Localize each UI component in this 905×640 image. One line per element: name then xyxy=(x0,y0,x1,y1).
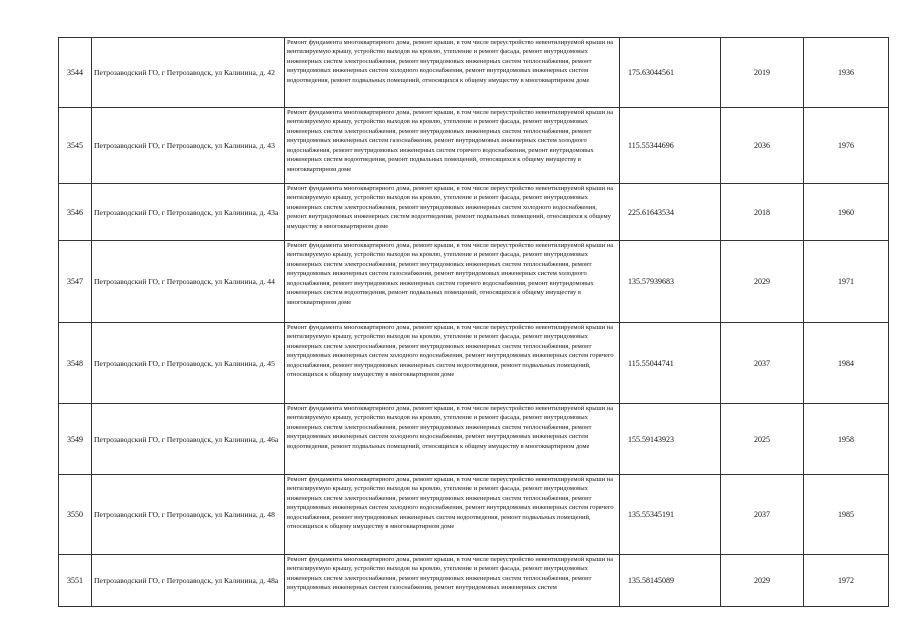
works-cell xyxy=(285,241,620,323)
repair-year-cell: 2029 xyxy=(721,555,804,607)
repair-schedule-table xyxy=(58,37,889,607)
built-year-cell: 1936 xyxy=(804,38,889,108)
works-text: Ремонт фундамента многоквартирного дома, ремонт крыши, в том числе переустройство невентилируемой крыши на вентилируемую крышу, устройство выходов на кровлю, утепление и ремонт фасада, ремонт внутридомовых инженерных систем электроснабжения, ремонт внутридомовых инженерных систем теплоснабжения, ремонт внутридомовых инженерных систем холодного водоснабжения, ремонт внутридомовых инженерных систем водоотведения, ремонт подвальных помещений, относящихся к общему имуществу в многоквартирном доме xyxy=(287,405,614,450)
address-cell: Петрозаводский ГО, г Петрозаводск, ул Калинина, д. 44 xyxy=(92,241,285,323)
row-number: 3545 xyxy=(59,108,92,184)
address-cell: Петрозаводский ГО, г Петрозаводск, ул Калинина, д. 46а xyxy=(92,404,285,475)
works-text: Ремонт фундамента многоквартирного дома, ремонт крыши, в том числе переустройство невентилируемой крыши на вентилируемую крышу, устройство выходов на кровлю, утепление и ремонт фасада, ремонт внутридомовых инженерных систем электроснабжения, ремонт внутридомовых инженерных систем холодного водоснабжения, ремонт внутридомовых инженерных систем водоотведения, ремонт подвальных помещений, относящихся к общему имуществу в многоквартирном доме xyxy=(287,185,614,230)
repair-year-cell: 2019 xyxy=(721,38,804,108)
works-cell xyxy=(285,475,620,555)
table-row xyxy=(59,108,889,184)
repair-year-cell: 2037 xyxy=(721,323,804,404)
works-cell xyxy=(285,555,620,607)
built-year-cell: 1960 xyxy=(804,184,889,241)
address-cell: Петрозаводский ГО, г Петрозаводск, ул Калинина, д. 42 xyxy=(92,38,285,108)
table-row xyxy=(59,184,889,241)
cost-cell: 135.55345191 xyxy=(620,475,721,555)
repair-year-cell: 2025 xyxy=(721,404,804,475)
cost-cell: 115.55344696 xyxy=(620,108,721,184)
table-row xyxy=(59,475,889,555)
works-text: Ремонт фундамента многоквартирного дома, ремонт крыши, в том числе переустройство невентилируемой крыши на вентилируемую крышу, устройство выходов на кровлю, утепление и ремонт фасада, ремонт внутридомовых инженерных систем электроснабжения, ремонт внутридомовых инженерных систем теплоснабжения, ремонт внутридомовых инженерных систем холодного водоснабжения, ремонт внутридомовых инженерных систем горячего водоснабжения, ремонт внутридомовых инженерных систем водоотведения, ремонт подвальных помещений, относящихся к общему имуществу в многоквартирном доме xyxy=(287,324,614,379)
row-number: 3549 xyxy=(59,404,92,475)
table-row xyxy=(59,404,889,475)
works-cell xyxy=(285,404,620,475)
repair-year-cell: 2029 xyxy=(721,241,804,323)
built-year-cell: 1984 xyxy=(804,323,889,404)
row-number: 3551 xyxy=(59,555,92,607)
works-cell xyxy=(285,184,620,241)
cost-cell: 155.59143923 xyxy=(620,404,721,475)
address-cell: Петрозаводский ГО, г Петрозаводск, ул Калинина, д. 43 xyxy=(92,108,285,184)
works-text: Ремонт фундамента многоквартирного дома, ремонт крыши, в том числе переустройство невентилируемой крыши на вентилируемую крышу, устройство выходов на кровлю, утепление и ремонт фасада, ремонт внутридомовых инженерных систем электроснабжения, ремонт внутридомовых инженерных систем теплоснабжения, ремонт внутридомовых инженерных систем газоснабжения, ремонт внутридомовых инженерных систем xyxy=(287,556,614,592)
table-row xyxy=(59,241,889,323)
repair-year-cell: 2036 xyxy=(721,108,804,184)
repair-year-cell: 2037 xyxy=(721,475,804,555)
built-year-cell: 1972 xyxy=(804,555,889,607)
built-year-cell: 1985 xyxy=(804,475,889,555)
address-cell: Петрозаводский ГО, г Петрозаводск, ул Калинина, д. 43а xyxy=(92,184,285,241)
address-cell: Петрозаводский ГО, г Петрозаводск, ул Калинина, д. 48 xyxy=(92,475,285,555)
works-cell xyxy=(285,108,620,184)
works-text: Ремонт фундамента многоквартирного дома, ремонт крыши, в том числе переустройство невентилируемой крыши на вентилируемую крышу, устройство выходов на кровлю, утепление и ремонт фасада, ремонт внутридомовых инженерных систем электроснабжения, ремонт внутридомовых инженерных систем теплоснабжения, ремонт внутридомовых инженерных систем холодного водоснабжения, ремонт внутридомовых инженерных систем водоотведения, ремонт подвальных помещений, относящихся к общему имуществу в многоквартирном доме xyxy=(287,39,614,84)
table-row xyxy=(59,38,889,108)
cost-cell: 115.55044741 xyxy=(620,323,721,404)
repair-year-cell: 2018 xyxy=(721,184,804,241)
works-cell xyxy=(285,38,620,108)
row-number: 3544 xyxy=(59,38,92,108)
built-year-cell: 1971 xyxy=(804,241,889,323)
address-cell: Петрозаводский ГО, г Петрозаводск, ул Калинина, д. 48а xyxy=(92,555,285,607)
built-year-cell: 1958 xyxy=(804,404,889,475)
works-text: Ремонт фундамента многоквартирного дома, ремонт крыши, в том числе переустройство невентилируемой крыши на вентилируемую крышу, устройство выходов на кровлю, утепление и ремонт фасада, ремонт внутридомовых инженерных систем электроснабжения, ремонт внутридомовых инженерных систем теплоснабжения, ремонт внутридомовых инженерных систем газоснабжения, ремонт внутридомовых инженерных систем холодного водоснабжения, ремонт внутридомовых инженерных систем горячего водоснабжения, ремонт внутридомовых инженерных систем водоотведения, ремонт подвальных помещений, относящихся к общему имуществу в многоквартирном доме xyxy=(287,109,614,173)
address-cell: Петрозаводский ГО, г Петрозаводск, ул Калинина, д. 45 xyxy=(92,323,285,404)
row-number: 3550 xyxy=(59,475,92,555)
table-row xyxy=(59,555,889,607)
cost-cell: 135.57939683 xyxy=(620,241,721,323)
works-cell xyxy=(285,323,620,404)
cost-cell: 175.63044561 xyxy=(620,38,721,108)
cost-cell: 225.61643534 xyxy=(620,184,721,241)
table-row xyxy=(59,323,889,404)
works-text: Ремонт фундамента многоквартирного дома, ремонт крыши, в том числе переустройство невентилируемой крыши на вентилируемую крышу, устройство выходов на кровлю, утепление и ремонт фасада, ремонт внутридомовых инженерных систем электроснабжения, ремонт внутридомовых инженерных систем теплоснабжения, ремонт внутридомовых инженерных систем холодного водоснабжения, ремонт внутридомовых инженерных систем горячего водоснабжения, ремонт внутридомовых инженерных систем водоотведения, ремонт подвальных помещений, относящихся к общему имуществу в многоквартирном доме xyxy=(287,476,614,531)
row-number: 3547 xyxy=(59,241,92,323)
works-text: Ремонт фундамента многоквартирного дома, ремонт крыши, в том числе переустройство невентилируемой крыши на вентилируемую крышу, устройство выходов на кровлю, утепление и ремонт фасада, ремонт внутридомовых инженерных систем электроснабжения, ремонт внутридомовых инженерных систем теплоснабжения, ремонт внутридомовых инженерных систем газоснабжения, ремонт внутридомовых инженерных систем холодного водоснабжения, ремонт внутридомовых инженерных систем горячего водоснабжения, ремонт внутридомовых инженерных систем водоотведения, ремонт подвальных помещений, относящихся к общему имуществу в многоквартирном доме xyxy=(287,242,614,306)
built-year-cell: 1976 xyxy=(804,108,889,184)
row-number: 3546 xyxy=(59,184,92,241)
row-number: 3548 xyxy=(59,323,92,404)
cost-cell: 135.58145089 xyxy=(620,555,721,607)
